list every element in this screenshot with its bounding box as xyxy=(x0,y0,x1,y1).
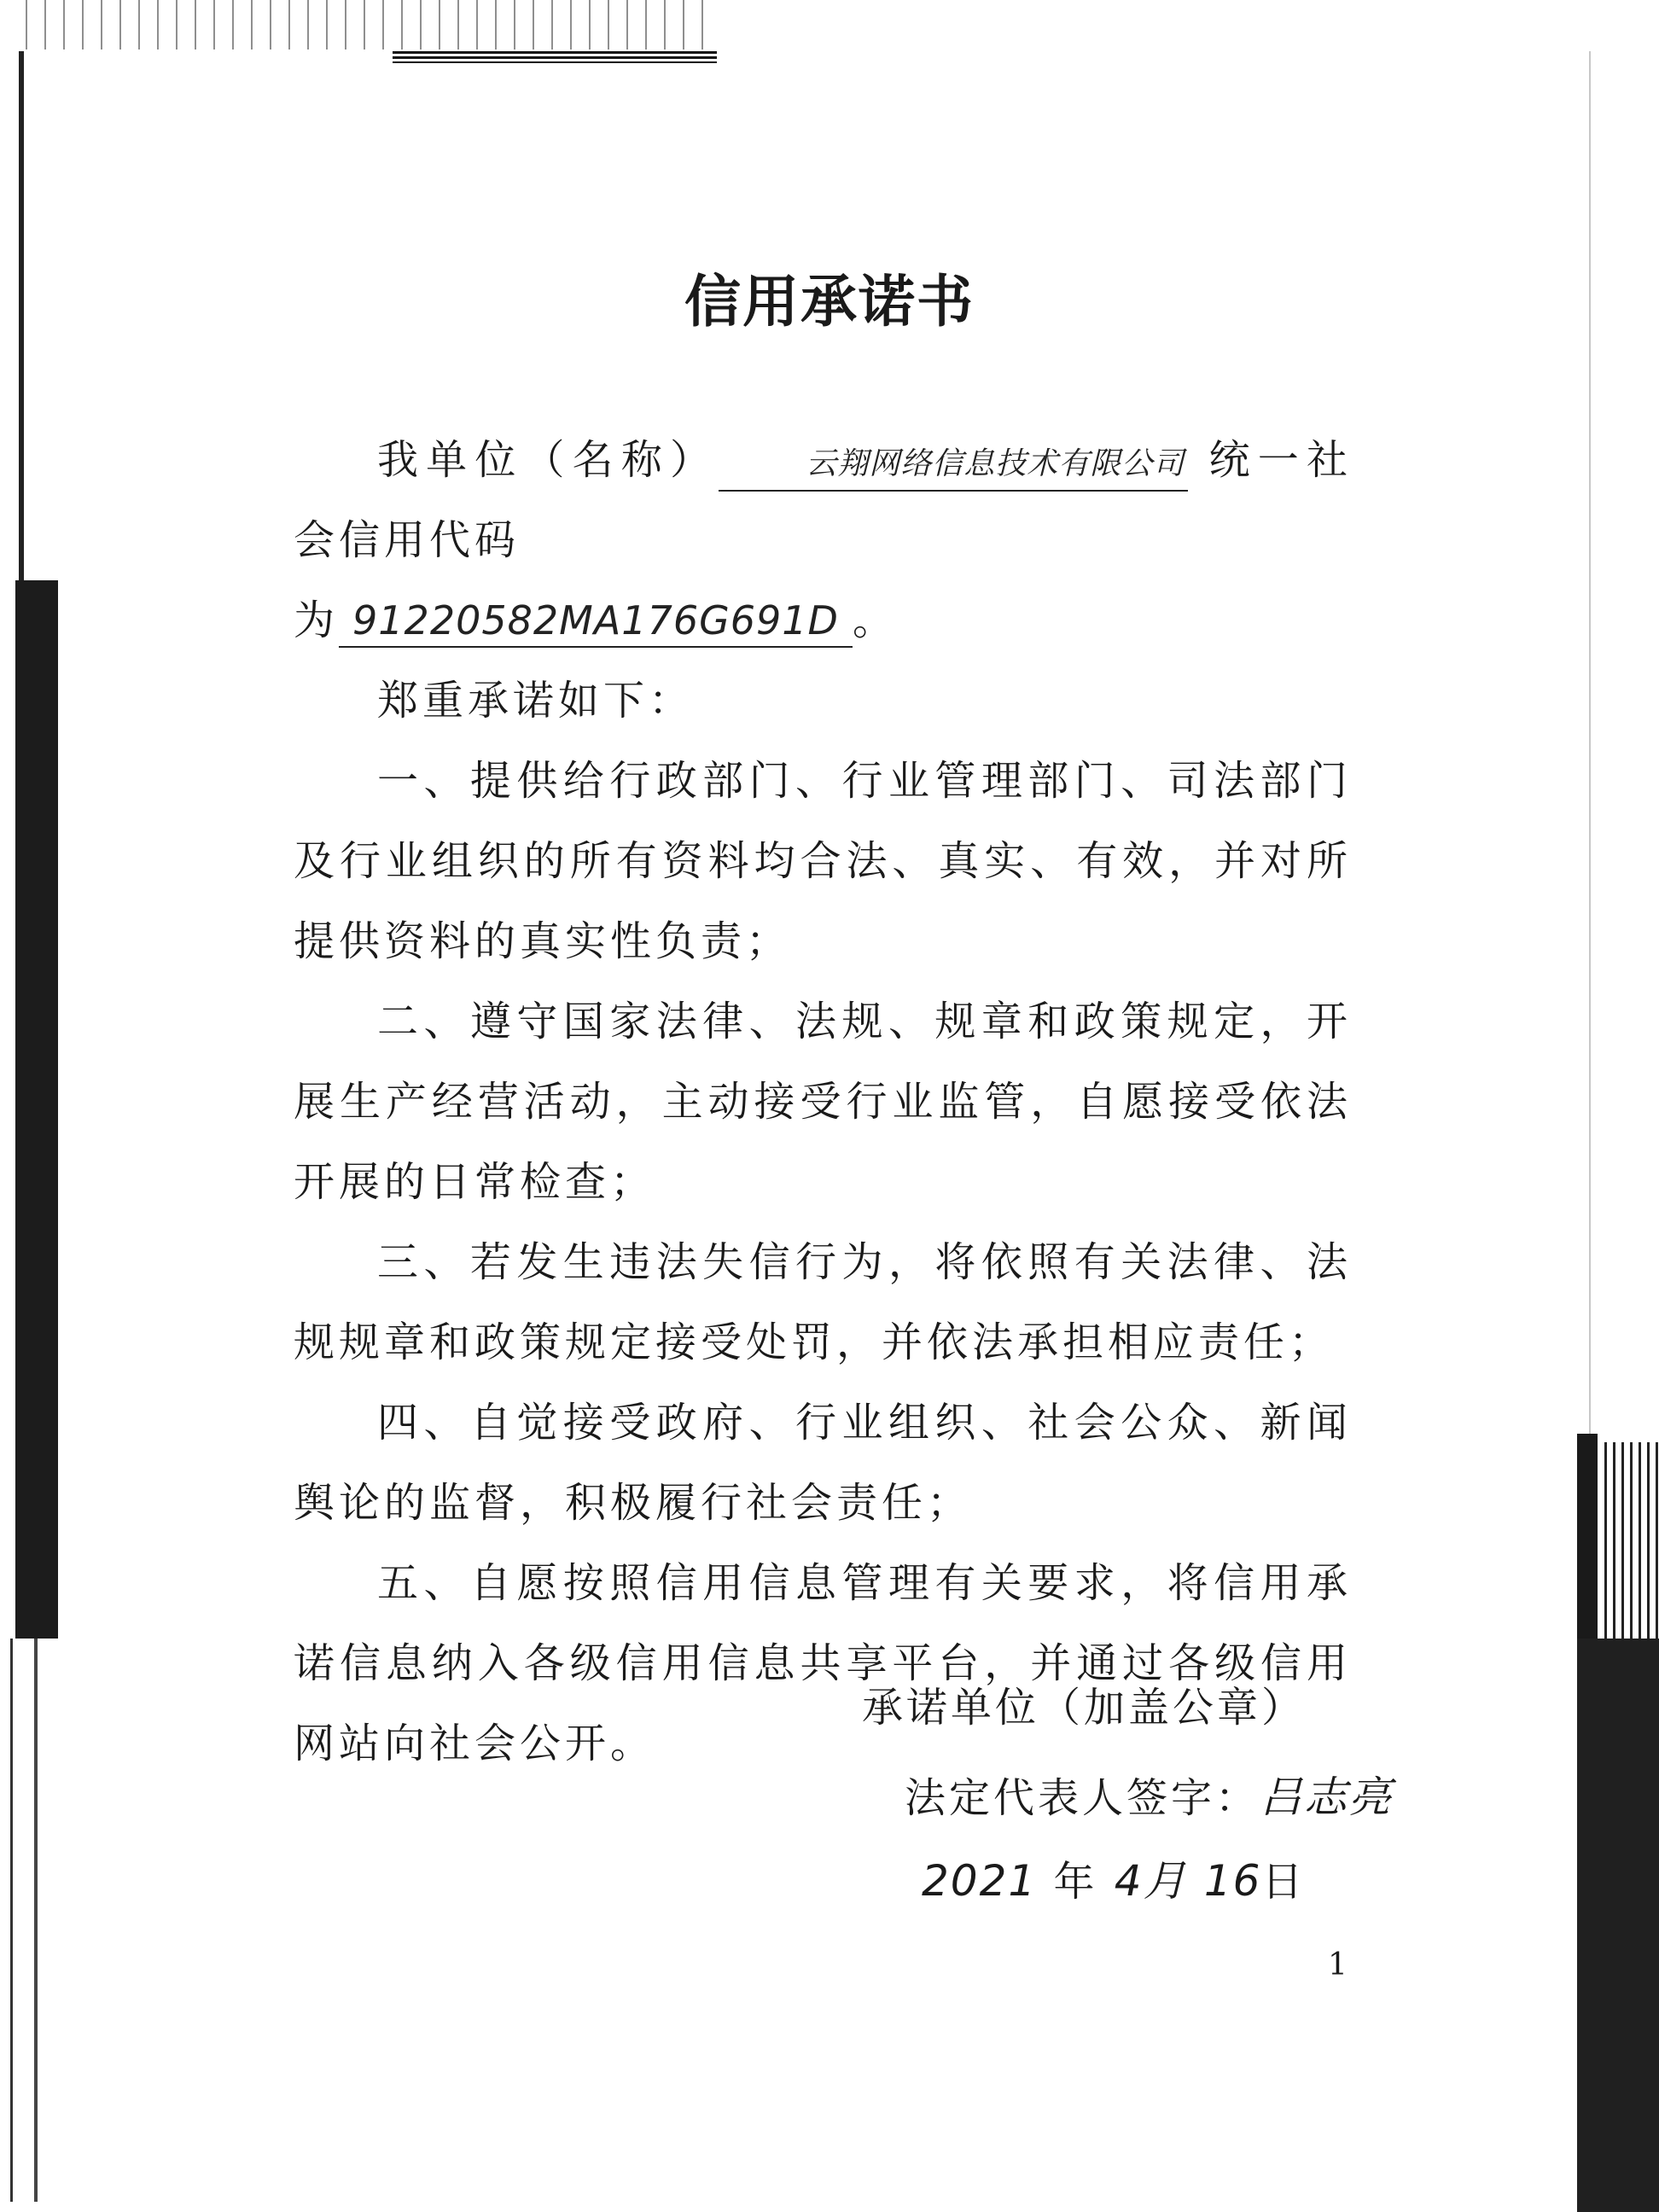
intro-mid: 统一社会信用代码 xyxy=(294,436,1352,564)
company-name-handwritten: 云翔网络信息技术有限公司 xyxy=(719,439,1188,492)
date-day: 16 xyxy=(1203,1856,1262,1906)
date-month: 4月 xyxy=(1114,1856,1188,1906)
date-line xyxy=(922,1847,1307,1908)
clause-4: 四、自觉接受政府、行业组织、社会公众、新闻舆论的监督，积极履行社会责任； xyxy=(294,1399,1352,1527)
intro-prefix: 我单位（名称） xyxy=(377,436,719,484)
representative-label: 法定代表人签字： xyxy=(905,1774,1260,1822)
representative-line xyxy=(905,1763,1393,1825)
scan-artifact-left-band xyxy=(15,580,58,1639)
credit-code-handwritten: 91220582MA176G691D xyxy=(339,595,853,648)
document-title: 信用承诺书 xyxy=(684,269,975,335)
scan-artifact-right-bars xyxy=(1604,1442,1659,1639)
unit-seal-label: 承诺单位（加盖公章） xyxy=(862,1684,1307,1732)
intro-paragraph xyxy=(294,420,1352,580)
document-body xyxy=(294,420,1352,1784)
scan-artifact-right-band xyxy=(1577,1639,1659,2212)
clause-2: 二、遵守国家法律、法规、规章和政策规定，开展生产经营活动，主动接受行业监管，自愿接受依法开展的日常检查； xyxy=(294,998,1352,1206)
intro-suffix: 。 xyxy=(852,597,898,644)
scan-artifact-left-line xyxy=(34,1639,38,2202)
clause-5: 五、自愿按照信用信息管理有关要求，将信用承诺信息纳入各级信用信息共享平台，并通过各级信用网站向社会公开。 xyxy=(294,1559,1352,1767)
scan-artifact-top-ticks xyxy=(26,0,708,49)
code-prefix: 为 xyxy=(294,597,340,644)
representative-signature: 吕志亮 xyxy=(1260,1773,1394,1822)
promise-lead: 郑重承诺如下： xyxy=(377,677,695,725)
clause-1: 一、提供给行政部门、行业管理部门、司法部门及行业组织的所有资料均合法、真实、有效，并对所提供资料的真实性负责； xyxy=(294,757,1352,965)
scan-artifact-top-bar xyxy=(393,51,717,63)
credit-code-line xyxy=(294,580,1352,661)
date-year-unit: 年 xyxy=(1053,1858,1098,1906)
clause-3: 三、若发生违法失信行为，将依照有关法律、法规规章和政策规定接受处罚，并依法承担相应责任； xyxy=(294,1238,1352,1366)
scan-artifact-left-line xyxy=(10,1639,13,2202)
scan-artifact-right-block xyxy=(1577,1434,1598,1639)
page-number: 1 xyxy=(1328,1947,1348,1982)
date-day-unit: 日 xyxy=(1261,1858,1307,1906)
date-year: 2021 xyxy=(922,1856,1038,1906)
